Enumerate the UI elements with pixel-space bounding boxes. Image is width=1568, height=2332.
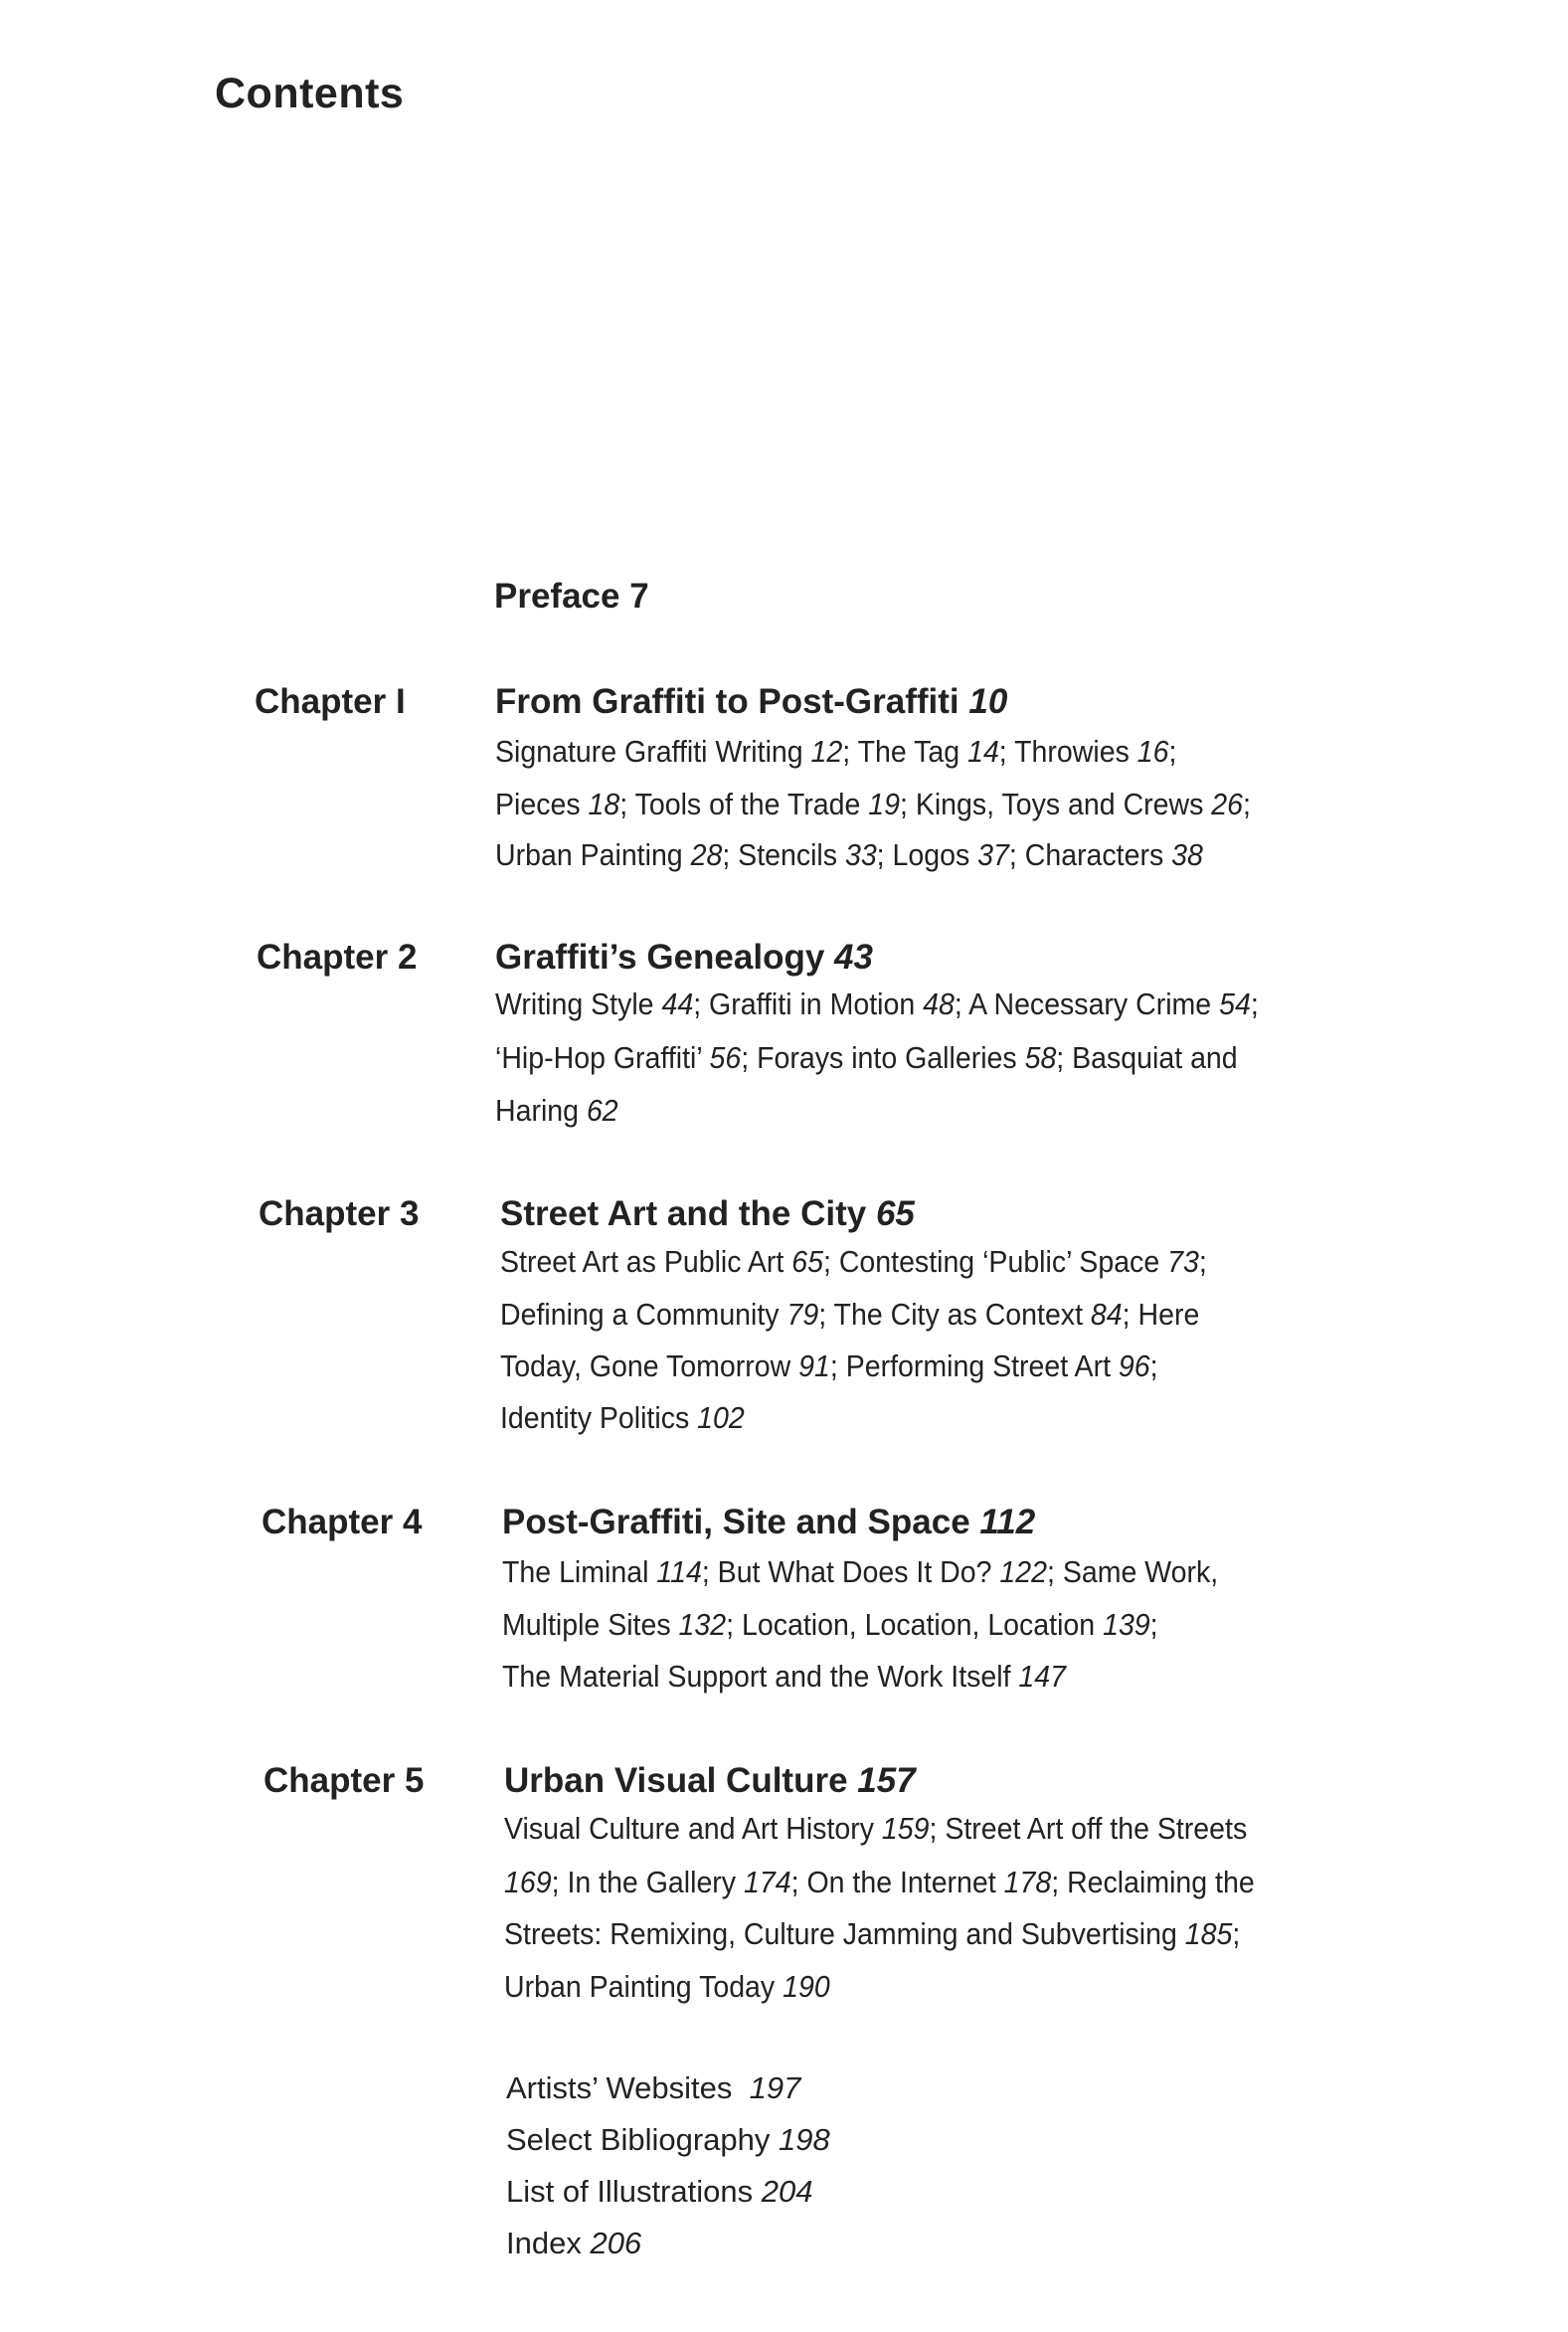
chapter-page-number: 157 bbox=[857, 1761, 916, 1800]
page-title: Contents bbox=[215, 70, 405, 117]
section-list-line bbox=[500, 1350, 1158, 1381]
section-title[interactable]: ; bbox=[1250, 987, 1259, 1021]
section-title[interactable]: Street Art as Public Art bbox=[500, 1244, 792, 1279]
section-page-number: 12 bbox=[810, 734, 843, 769]
backmatter-label: Artists’ Websites bbox=[506, 2070, 750, 2105]
section-page-number: 56 bbox=[709, 1040, 742, 1075]
section-page-number: 16 bbox=[1136, 734, 1169, 769]
chapter-label: Chapter I bbox=[255, 682, 406, 721]
backmatter-entry[interactable] bbox=[506, 2176, 812, 2207]
section-title[interactable]: Haring bbox=[495, 1093, 587, 1128]
section-title[interactable]: ; The Tag bbox=[842, 734, 968, 769]
section-title[interactable]: ; bbox=[1149, 1348, 1158, 1383]
chapter-title: From Graffiti to Post-Graffiti bbox=[495, 682, 959, 721]
section-title[interactable]: ‘Hip-Hop Graffiti’ bbox=[495, 1040, 710, 1075]
section-list-line bbox=[502, 1661, 1066, 1692]
section-title[interactable]: ; bbox=[1198, 1244, 1207, 1279]
section-list-line bbox=[502, 1556, 1218, 1587]
section-page-number: 96 bbox=[1118, 1348, 1150, 1383]
section-page-number: 14 bbox=[967, 734, 999, 769]
backmatter-page-number: 198 bbox=[779, 2122, 830, 2157]
section-title[interactable]: ; Forays into Galleries bbox=[741, 1040, 1025, 1075]
section-page-number: 79 bbox=[786, 1297, 819, 1332]
section-page-number: 38 bbox=[1171, 837, 1203, 872]
chapter-page-number: 65 bbox=[875, 1194, 915, 1233]
section-list-line bbox=[495, 1042, 1238, 1073]
chapter-title: Urban Visual Culture bbox=[504, 1761, 848, 1800]
backmatter-page-number: 206 bbox=[590, 2226, 642, 2260]
section-title[interactable]: ; Graffiti in Motion bbox=[693, 987, 924, 1021]
section-page-number: 54 bbox=[1219, 987, 1251, 1021]
section-title[interactable]: ; bbox=[1149, 1607, 1158, 1642]
section-title[interactable]: Today, Gone Tomorrow bbox=[500, 1348, 799, 1383]
section-title[interactable]: ; Throwies bbox=[998, 734, 1137, 769]
chapter-title-entry[interactable] bbox=[495, 684, 1007, 719]
section-page-number: 48 bbox=[923, 987, 955, 1021]
section-page-number: 169 bbox=[504, 1865, 552, 1899]
section-page-number: 178 bbox=[1003, 1865, 1052, 1899]
section-list-line bbox=[502, 1609, 1158, 1640]
section-title[interactable]: Signature Graffiti Writing bbox=[495, 734, 811, 769]
section-title[interactable]: ; Kings, Toys and Crews bbox=[899, 787, 1212, 821]
section-list-line bbox=[504, 1813, 1247, 1844]
section-title[interactable]: ; In the Gallery bbox=[551, 1865, 744, 1899]
section-title[interactable]: ; Reclaiming the bbox=[1051, 1865, 1255, 1899]
section-page-number: 174 bbox=[743, 1865, 791, 1899]
section-page-number: 147 bbox=[1018, 1659, 1067, 1694]
backmatter-label: List of Illustrations bbox=[506, 2174, 762, 2209]
section-page-number: 102 bbox=[697, 1400, 745, 1435]
section-page-number: 91 bbox=[798, 1348, 830, 1383]
section-page-number: 19 bbox=[868, 787, 900, 821]
section-title[interactable]: Pieces bbox=[495, 787, 589, 821]
section-title[interactable]: ; Basquiat and bbox=[1056, 1040, 1238, 1075]
section-title[interactable]: ; bbox=[1243, 787, 1251, 821]
section-page-number: 114 bbox=[656, 1554, 702, 1589]
section-list-line bbox=[495, 1095, 618, 1126]
section-list-line bbox=[500, 1299, 1199, 1330]
section-page-number: 44 bbox=[661, 987, 694, 1021]
chapter-title: Graffiti’s Genealogy bbox=[495, 938, 825, 977]
section-title[interactable]: The Liminal bbox=[502, 1554, 657, 1589]
section-title[interactable]: ; Tools of the Trade bbox=[619, 787, 869, 821]
backmatter-entry[interactable] bbox=[506, 2124, 830, 2155]
chapter-title-entry[interactable] bbox=[504, 1763, 916, 1798]
section-title[interactable]: ; On the Internet bbox=[790, 1865, 1004, 1899]
section-list-line bbox=[495, 988, 1259, 1019]
chapter-page-number: 112 bbox=[979, 1503, 1036, 1541]
section-page-number: 73 bbox=[1167, 1244, 1199, 1279]
section-list-line bbox=[504, 1971, 830, 2002]
section-title[interactable]: ; Stencils bbox=[722, 837, 845, 872]
section-title[interactable]: ; Street Art off the Streets bbox=[929, 1811, 1248, 1846]
section-title[interactable]: Identity Politics bbox=[500, 1400, 698, 1435]
chapter-title-entry[interactable] bbox=[495, 940, 873, 975]
chapter-title: Post-Graffiti, Site and Space bbox=[502, 1503, 970, 1541]
section-title[interactable]: ; Location, Location, Location bbox=[726, 1607, 1104, 1642]
section-title[interactable]: ; Performing Street Art bbox=[829, 1348, 1119, 1383]
chapter-label: Chapter 2 bbox=[257, 938, 418, 977]
section-title[interactable]: Urban Painting Today bbox=[504, 1969, 784, 2004]
section-page-number: 185 bbox=[1184, 1916, 1233, 1951]
section-page-number: 26 bbox=[1211, 787, 1244, 821]
section-title[interactable]: ; Contesting ‘Public’ Space bbox=[822, 1244, 1168, 1279]
section-list-line bbox=[500, 1246, 1207, 1277]
section-list-line bbox=[495, 839, 1203, 870]
preface-entry[interactable] bbox=[494, 579, 649, 614]
section-title[interactable]: ; A Necessary Crime bbox=[954, 987, 1220, 1021]
section-title[interactable]: ; bbox=[1232, 1916, 1241, 1951]
section-page-number: 37 bbox=[977, 837, 1009, 872]
section-title[interactable]: The Material Support and the Work Itself bbox=[502, 1659, 1019, 1694]
section-title[interactable]: Writing Style bbox=[495, 987, 662, 1021]
section-title[interactable]: ; Here bbox=[1122, 1297, 1200, 1332]
section-page-number: 62 bbox=[586, 1093, 618, 1128]
backmatter-label: Select Bibliography bbox=[506, 2122, 779, 2157]
chapter-label: Chapter 5 bbox=[263, 1761, 425, 1800]
chapter-page-number: 10 bbox=[968, 682, 1008, 721]
section-title[interactable]: Multiple Sites bbox=[502, 1607, 679, 1642]
section-page-number: 84 bbox=[1090, 1297, 1123, 1332]
section-title[interactable]: ; Same Work, bbox=[1047, 1554, 1219, 1589]
section-list-line bbox=[495, 789, 1251, 819]
section-list-line bbox=[500, 1402, 745, 1433]
section-title[interactable]: Urban Painting bbox=[495, 837, 691, 872]
section-title[interactable]: Visual Culture and Art History bbox=[504, 1811, 882, 1846]
preface-page: 7 bbox=[629, 577, 649, 616]
preface-label: Preface bbox=[494, 577, 620, 616]
backmatter-page-number: 197 bbox=[749, 2070, 801, 2105]
section-title[interactable]: ; Logos bbox=[876, 837, 978, 872]
section-list-line bbox=[495, 736, 1176, 767]
section-page-number: 159 bbox=[881, 1811, 930, 1846]
section-title[interactable]: ; But What Does It Do? bbox=[701, 1554, 1000, 1589]
section-title[interactable]: ; The City as Context bbox=[818, 1297, 1091, 1332]
section-title[interactable]: ; bbox=[1168, 734, 1177, 769]
section-title[interactable]: ; Characters bbox=[1008, 837, 1172, 872]
backmatter-entry[interactable] bbox=[506, 2228, 641, 2258]
chapter-title-entry[interactable] bbox=[500, 1196, 915, 1231]
section-page-number: 65 bbox=[791, 1244, 823, 1279]
chapter-title: Street Art and the City bbox=[500, 1194, 867, 1233]
section-page-number: 132 bbox=[678, 1607, 727, 1642]
section-title[interactable]: Streets: Remixing, Culture Jamming and Subvertising bbox=[504, 1916, 1185, 1951]
chapter-label: Chapter 4 bbox=[261, 1503, 423, 1541]
backmatter-label: Index bbox=[506, 2226, 591, 2260]
chapter-label: Chapter 3 bbox=[259, 1194, 420, 1233]
backmatter-entry[interactable] bbox=[506, 2072, 800, 2103]
section-page-number: 122 bbox=[999, 1554, 1048, 1589]
chapter-title-entry[interactable] bbox=[502, 1505, 1035, 1539]
section-title[interactable]: Defining a Community bbox=[500, 1297, 787, 1332]
section-page-number: 18 bbox=[588, 787, 620, 821]
section-page-number: 58 bbox=[1024, 1040, 1057, 1075]
chapter-page-number: 43 bbox=[834, 938, 873, 977]
section-list-line bbox=[504, 1867, 1255, 1897]
section-list-line bbox=[504, 1918, 1240, 1949]
section-page-number: 33 bbox=[844, 837, 877, 872]
backmatter-page-number: 204 bbox=[761, 2174, 813, 2209]
section-page-number: 28 bbox=[690, 837, 723, 872]
section-page-number: 190 bbox=[783, 1969, 830, 2004]
section-page-number: 139 bbox=[1103, 1607, 1150, 1642]
